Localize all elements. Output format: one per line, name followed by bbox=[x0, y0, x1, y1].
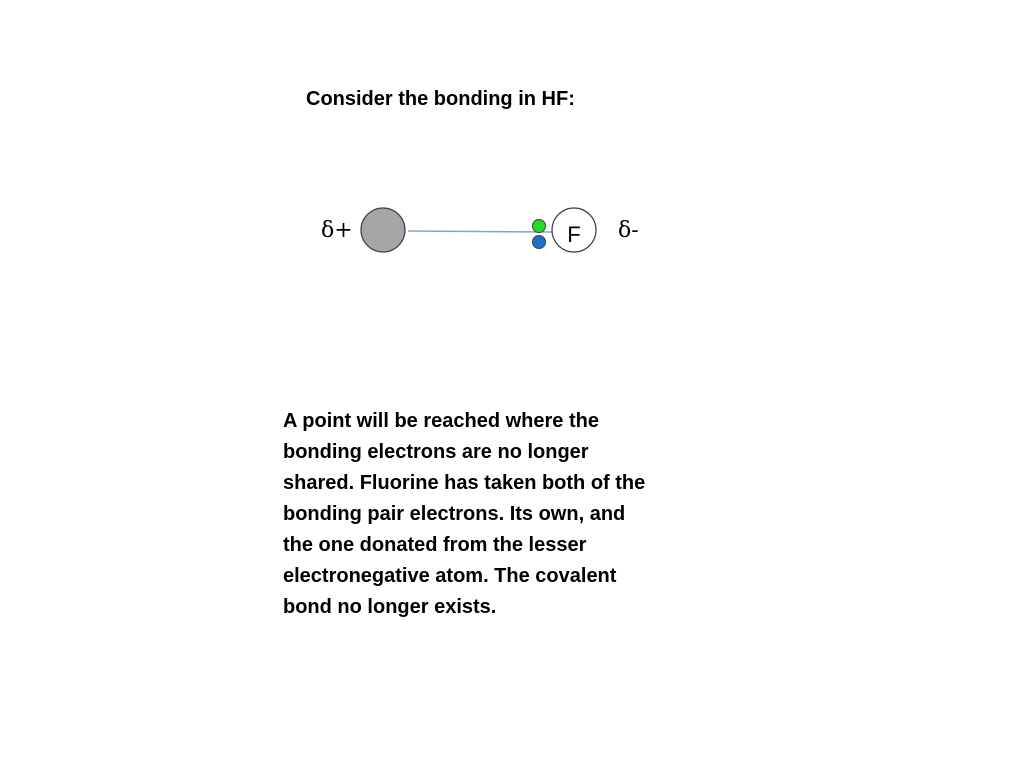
explanation-line: bonding electrons are no longer bbox=[283, 441, 589, 463]
hf-bond-diagram bbox=[300, 190, 660, 280]
explanation-line: bonding pair electrons. Its own, and bbox=[283, 503, 626, 525]
explanation-line: shared. Fluorine has taken both of the bbox=[283, 472, 646, 494]
electron-blue bbox=[533, 236, 546, 249]
explanation-line: A point will be reached where the bbox=[283, 410, 599, 432]
explanation-line: the one donated from the lesser bbox=[283, 534, 587, 556]
explanation-text bbox=[283, 406, 713, 623]
explanation-line: bond no longer exists. bbox=[283, 596, 497, 618]
electron-green bbox=[533, 220, 546, 233]
partial-negative-label: δ- bbox=[618, 218, 639, 243]
explanation-line: electronegative atom. The covalent bbox=[283, 565, 617, 587]
bond-line bbox=[408, 231, 552, 232]
partial-positive-label: δ+ bbox=[321, 218, 353, 243]
slide-title: Consider the bonding in HF: bbox=[306, 88, 575, 110]
hydrogen-atom bbox=[361, 208, 405, 252]
fluorine-symbol: F bbox=[567, 222, 581, 247]
